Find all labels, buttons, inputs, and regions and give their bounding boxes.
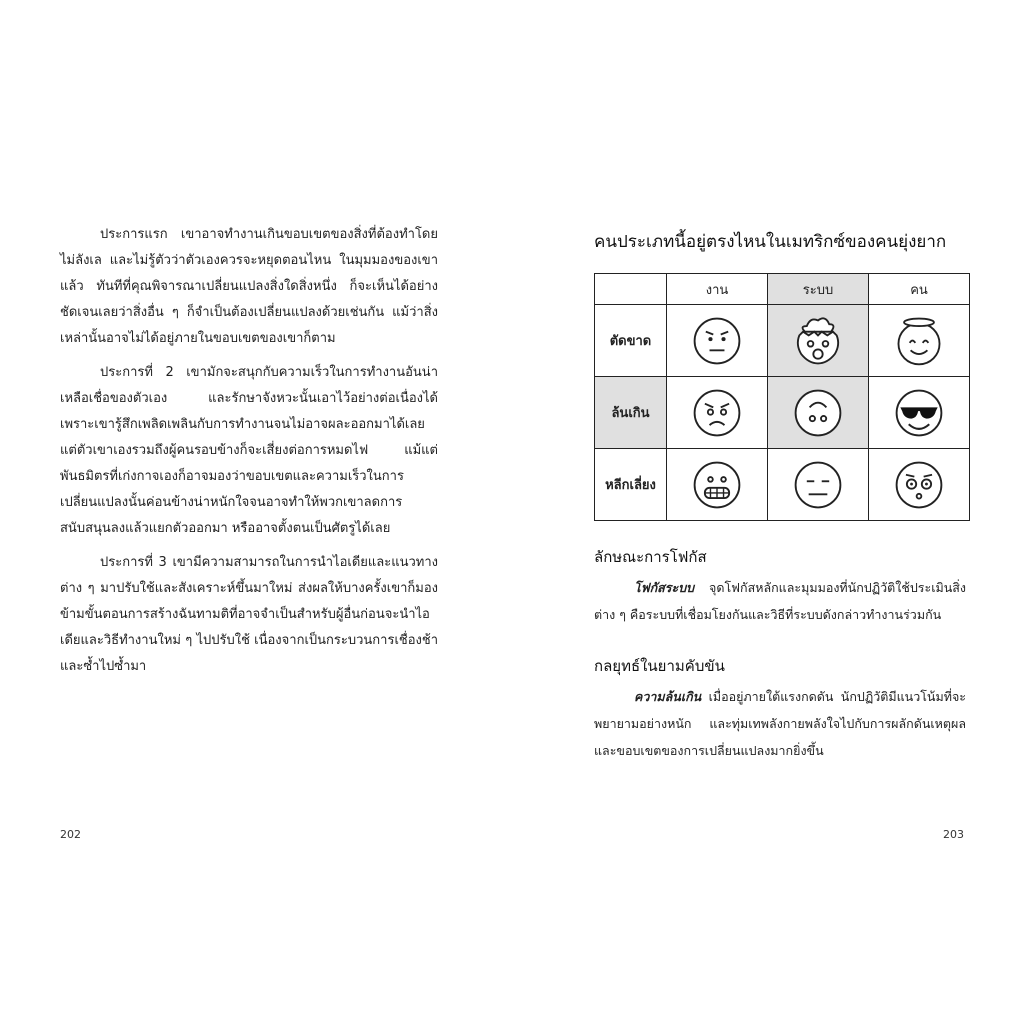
column-header-work: งาน <box>667 274 768 305</box>
strategy-term: ความล้นเกิน <box>634 689 702 704</box>
focus-text: จุดโฟกัสหลักและมุมมองที่นักปฏิวัติใช้ประเมินสิ่งต่าง ๆ คือระบบที่เชื่อมโยงกันและวิธีที่ระบบดังกล่าวทำงานร่วมกัน <box>594 580 966 622</box>
matrix-title: คนประเภทนี้อยู่ตรงไหนในเมทริกซ์ของคนยุ่งยาก <box>594 232 947 252</box>
matrix-row-overboard <box>595 377 970 449</box>
astonished-face-icon <box>891 457 947 513</box>
matrix-row-avoidant <box>595 449 970 521</box>
matrix-corner-cell <box>595 274 667 305</box>
focus-term: โฟกัสระบบ <box>634 580 695 595</box>
matrix-cell <box>768 449 869 521</box>
column-header-system: ระบบ <box>768 274 869 305</box>
strategy-paragraph <box>594 683 966 764</box>
expressionless-face-icon <box>790 457 846 513</box>
matrix-cell <box>667 377 768 449</box>
upside-down-face-icon <box>790 385 846 441</box>
grimacing-face-icon <box>689 457 745 513</box>
paragraph-3: ประการที่ 3 เขามีความสามารถในการนำไอเดียและแนวทางต่าง ๆ มาปรับใช้และสังเคราะห์ขึ้นมาใหม่ ส่งผลให้บางครั้งเขาก็มองข้ามขั้นตอนการสร้างฉันทามติที่อาจจำเป็นสำหรับผู้อื่นก่อนจะนำไอเดียและวิธีทำงานใหม่ ๆ ไปปรับใช้ เนื่องจากเป็นกระบวนการเชื่องช้าและซ้ำไปซ้ำมา <box>60 555 438 674</box>
page-number-right: 203 <box>943 828 964 841</box>
matrix-cell <box>768 377 869 449</box>
column-header-people: คน <box>869 274 970 305</box>
right-page <box>512 0 1024 1024</box>
difficult-people-matrix <box>594 273 970 521</box>
body-text <box>60 222 438 688</box>
sunglasses-face-icon <box>891 385 947 441</box>
row-header-detached: ตัดขาด <box>595 305 667 377</box>
page-number-left: 202 <box>60 828 81 841</box>
focus-heading: ลักษณะการโฟกัส <box>594 548 707 566</box>
strategy-heading: กลยุทธ์ในยามคับขัน <box>594 657 725 675</box>
row-header-overboard: ล้นเกิน <box>595 377 667 449</box>
matrix-cell <box>667 305 768 377</box>
focus-paragraph <box>594 574 966 628</box>
matrix-cell <box>869 449 970 521</box>
paragraph-2: ประการที่ 2 เขามักจะสนุกกับความเร็วในการทำงานอันน่าเหลือเชื่อของตัวเอง และรักษาจังหวะนั้นเอาไว้อย่างต่อเนื่องได้ เพราะเขารู้สึกเพลิดเพลินกับการทำงานจนไม่อาจผละออกมาได้เลย แต่ตัวเขาเองรวมถึงผู้คนรอบข้างก็จะเสี่ยงต่อการหมดไฟ แม้แต่พันธมิตรที่เก่งกาจเองก็อาจมองว่าขอบเขตและความเร็วในการเปลี่ยนแปลงนั้นค่อนข้างน่าหนักใจจนอาจทำให้พวกเขาลดการสนับสนุนลงแล้วแยกตัวออกมา หรืออาจตั้งตนเป็นศัตรูได้เลย <box>60 365 438 536</box>
row-header-avoidant: หลีกเลี่ยง <box>595 449 667 521</box>
exploding-head-icon <box>790 313 846 369</box>
matrix-cell <box>768 305 869 377</box>
matrix-row-detached <box>595 305 970 377</box>
matrix-cell <box>869 377 970 449</box>
matrix-cell <box>869 305 970 377</box>
matrix-cell <box>667 449 768 521</box>
halo-face-icon <box>891 313 947 369</box>
strategy-text: เมื่ออยู่ภายใต้แรงกดดัน นักปฏิวัติมีแนวโน้มที่จะพยายามอย่างหนัก และทุ่มเทพลังกายพลังใจไปกับการผลักดันเหตุผลและขอบเขตของการเปลี่ยนแปลงมากยิ่งขึ้น <box>594 689 966 758</box>
skeptical-face-icon <box>689 313 745 369</box>
angry-face-icon <box>689 385 745 441</box>
paragraph-1: ประการแรก เขาอาจทำงานเกินขอบเขตของสิ่งที่ต้องทำโดยไม่ลังเล และไม่รู้ตัวว่าตัวเองควรจะหยุดตอนไหน ในมุมมองของเขาแล้ว ทันทีที่คุณพิจารณาเปลี่ยนแปลงสิ่งใดสิ่งหนึ่ง ก็จะเห็นได้อย่างชัดเจนเลยว่าสิ่งอื่น ๆ ก็จำเป็นต้องเปลี่ยนแปลงด้วยเช่นกัน แม้ว่าสิ่งเหล่านั้นอาจไม่ได้อยู่ภายในขอบเขตของเขาก็ตาม <box>60 227 438 346</box>
